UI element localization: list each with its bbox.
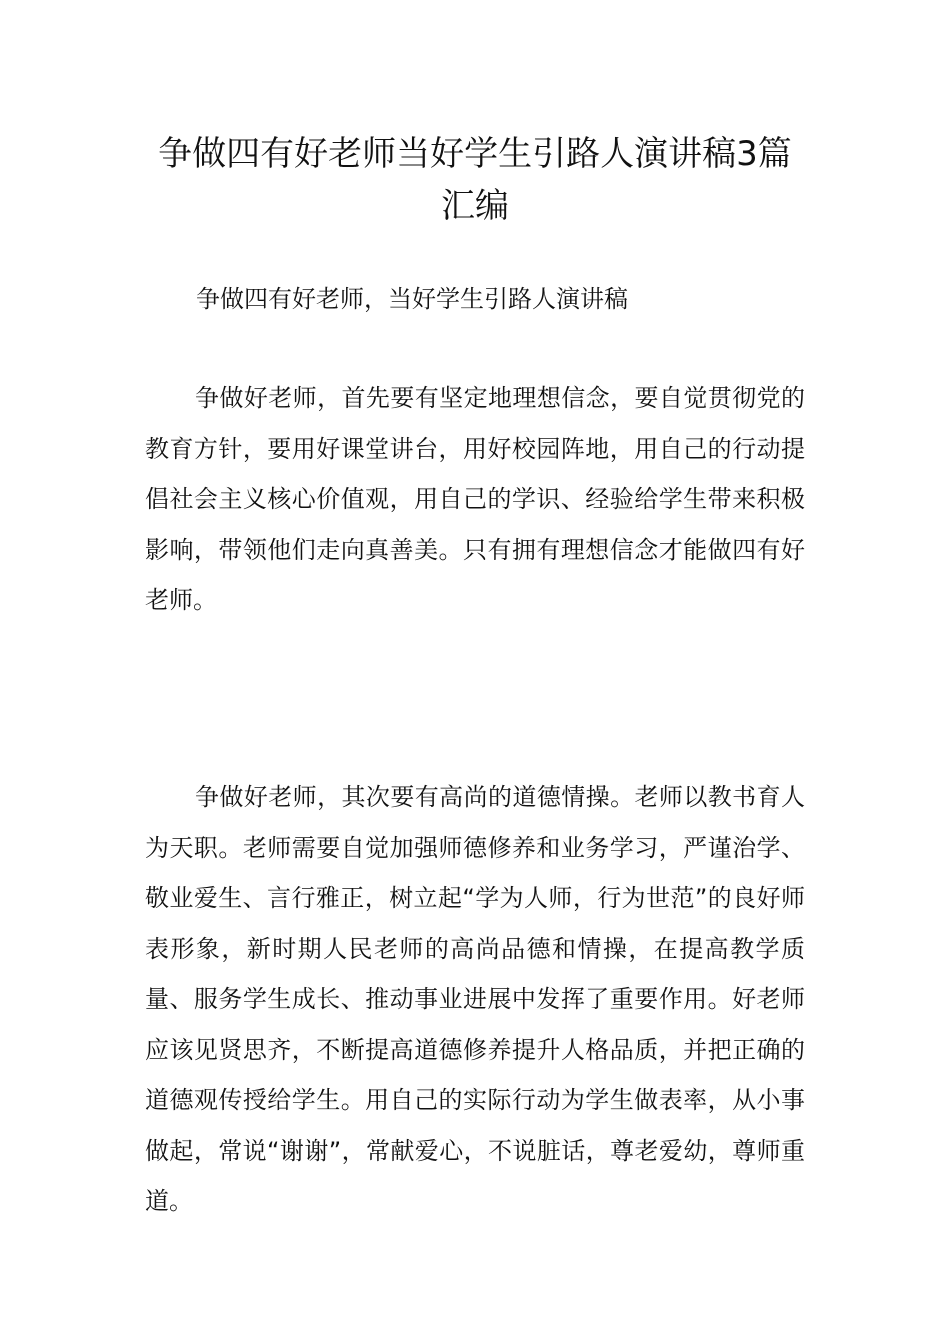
document-subtitle: 争做四有好老师，当好学生引路人演讲稿 bbox=[196, 285, 628, 313]
paragraph-1: 争做好老师，首先要有坚定地理想信念，要自觉贯彻党的教育方针，要用好课堂讲台，用好校园阵地，用自己的行动提倡社会主义核心价值观，用自己的学识、经验给学生带来积极影响，带领他们走向真善美。只有拥有理想信念才能做四有好老师。 bbox=[145, 384, 805, 614]
document-title: 争做四有好老师当好学生引路人演讲稿3篇汇编 bbox=[158, 134, 792, 226]
paragraph-2: 争做好老师，其次要有高尚的道德情操。老师以教书育人为天职。老师需要自觉加强师德修养和业务学习，严谨治学、敬业爱生、言行雅正，树立起“学为人师，行为世范”的良好师表形象，新时期人民老师的高尚品德和情操，在提高教学质量、服务学生成长、推动事业进展中发挥了重要作用。好老师应该见贤思齐，不断提高道德修养提升人格品质，并把正确的道德观传授给学生。用自己的实际行动为学生做表率，从小事做起，常说“谢谢”，常献爱心，不说脏话，尊老爱幼，尊师重道。 bbox=[145, 783, 805, 1215]
